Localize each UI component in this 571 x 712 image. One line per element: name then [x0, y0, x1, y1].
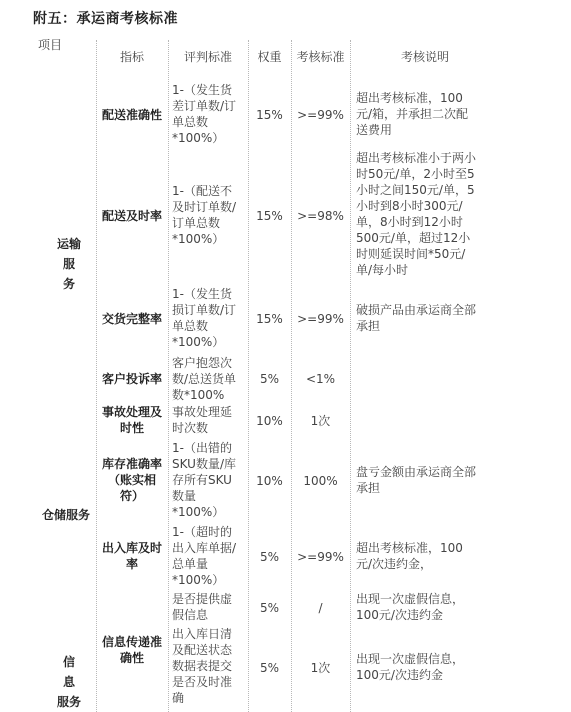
- row-description: 破损产品由承运商全部 承担: [356, 303, 477, 333]
- row-criteria: 1-（发生货 损订单数/订 单总数 *100%）: [172, 287, 237, 349]
- column-divider: [350, 40, 351, 712]
- row-criteria: 是否提供虚 假信息: [172, 592, 233, 622]
- row-criteria: 1-（发生货 差订单数/订 单总数 *100%）: [172, 83, 237, 145]
- row-criteria: 出入库日清 及配送状态 数据表提交 是否及时准 确: [172, 627, 233, 705]
- row-indicator: 信息传递准 确性: [101, 635, 162, 665]
- row-standard: 1次: [310, 414, 331, 428]
- row-standard: >=99%: [297, 550, 344, 564]
- row-description: 盘亏金额由承运商全部 承担: [356, 465, 477, 495]
- row-indicator: 客户投诉率: [101, 372, 162, 386]
- header-weight: 权重: [257, 50, 282, 64]
- row-criteria: 1-（超时的 出入库单据/ 总单量 *100%）: [172, 525, 237, 587]
- row-description: 出现一次虚假信息， 100元/次违约金: [356, 652, 465, 682]
- row-indicator: 配送准确性: [101, 108, 162, 122]
- header-indicator: 指标: [119, 50, 144, 64]
- row-weight: 10%: [256, 414, 283, 428]
- row-standard: /: [318, 601, 323, 615]
- row-weight: 5%: [259, 550, 280, 564]
- row-weight: 15%: [256, 312, 283, 326]
- row-indicator: 事故处理及 时性: [101, 405, 162, 435]
- row-indicator: 配送及时率: [101, 209, 162, 223]
- row-criteria: 1-（出错的 SKU数量/库 存所有SKU 数量 *100%）: [172, 441, 236, 519]
- row-standard: >=99%: [297, 108, 344, 122]
- row-weight: 10%: [256, 474, 283, 488]
- row-criteria: 客户抱怨次 数/总送货单 数*100%: [172, 356, 237, 402]
- category-transport: 运输 服 务: [56, 237, 81, 291]
- row-description: 超出考核标准，100 元/次违约金，: [356, 541, 463, 571]
- row-standard: >=98%: [297, 209, 344, 223]
- row-indicator: 库存准确率 （账实相 符）: [101, 457, 162, 503]
- page-title: 附五：承运商考核标准: [33, 11, 178, 27]
- header-standard: 考核标准: [296, 50, 345, 64]
- row-standard: 1次: [310, 661, 331, 675]
- category-info: 信 息 服务: [56, 655, 81, 709]
- row-standard: 100%: [303, 474, 338, 488]
- row-weight: 5%: [259, 601, 280, 615]
- row-weight: 5%: [259, 661, 280, 675]
- row-indicator: 交货完整率: [101, 312, 162, 326]
- row-standard: >=99%: [297, 312, 344, 326]
- row-weight: 15%: [256, 108, 283, 122]
- row-criteria: 1-（配送不 及时订单数/ 订单总数 *100%）: [172, 184, 237, 246]
- row-description: 超出考核标准小于两小 时50元/单，2小时至5 小时之间150元/单，5 小时到8小时300元/ 单，8小时到12小时 500元/单，超过12小 时则延误时间*50元/ 单/每小时: [356, 151, 477, 277]
- column-divider: [168, 40, 169, 712]
- header-description: 考核说明: [400, 50, 449, 64]
- row-standard: <1%: [305, 372, 336, 386]
- header-criteria: 评判标准: [183, 50, 232, 64]
- category-warehouse: 仓储服务: [42, 508, 91, 522]
- row-description: 超出考核标准，100 元/箱，并承担二次配 送费用: [356, 91, 469, 137]
- row-description: 出现一次虚假信息， 100元/次违约金: [356, 592, 465, 622]
- row-indicator: 出入库及时 率: [101, 541, 162, 571]
- row-weight: 5%: [259, 372, 280, 386]
- row-criteria: 事故处理延 时次数: [172, 405, 233, 435]
- row-weight: 15%: [256, 209, 283, 223]
- project-column-label: 项目: [38, 38, 63, 52]
